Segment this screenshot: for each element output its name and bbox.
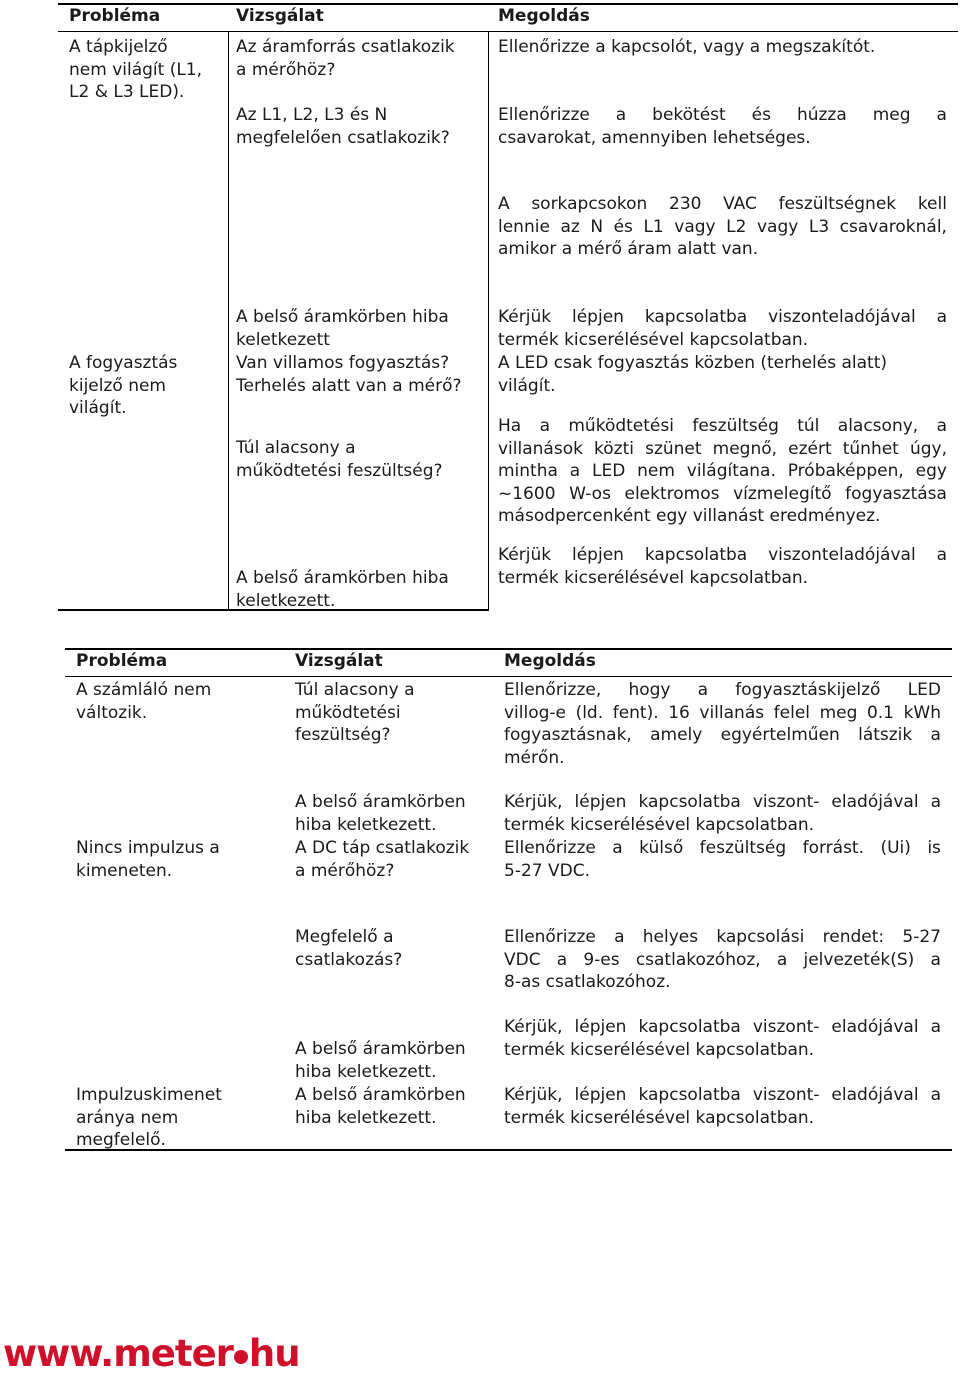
table2-header-rule: [65, 676, 952, 677]
table2-row1-solution-b: Kérjük, lépjen kapcsolatba viszont- eladójával a termék kicserélésével kapcsolatban.: [504, 792, 941, 835]
table2-row2-solution-a: Ellenőrizze a külső feszültség forrást. (Ui) is 5-27 VDC.: [504, 838, 941, 881]
table1-row2-check-a: Van villamos fogyasztás? Terhelés alatt van a mérő?: [236, 353, 462, 396]
table2-row2-check-b: Megfelelő a csatlakozás?: [295, 927, 403, 970]
table2-row2-check-c: A belső áramkörben hiba keletkezett.: [295, 1039, 466, 1082]
table1-row1-check-b: Az L1, L2, L3 és N megfelelően csatlakozik?: [236, 105, 450, 148]
table2-row1-problem: A számláló nem változik.: [76, 680, 212, 723]
table1-col-divider: [488, 31, 489, 611]
table2-row3-check-a: A belső áramkörben hiba keletkezett.: [295, 1085, 466, 1128]
table2-row2-solution-b: Ellenőrizze a helyes kapcsolási rendet: 5-27 VDC a 9-es csatlakozóhoz, a jelvezeték(S) a 8-as csatlakozóhoz.: [504, 927, 941, 992]
logo-dot-icon: [234, 1350, 248, 1364]
table1-row1-check-c: A belső áramkörben hiba keletkezett: [236, 307, 449, 350]
table1-header-rule: [58, 31, 958, 32]
table2-row3-solution-a: Kérjük, lépjen kapcsolatba viszont- eladójával a termék kicserélésével kapcsolatban.: [504, 1085, 941, 1128]
table1-row2-solution-b: Ha a működtetési feszültség túl alacsony, a villanások közti szünet megnő, ezért tűnhet úgy, mintha a LED nem világítana. Próbaképpen, egy ~1600 W-os elektromos vízmelegítő fogyasztása másodpercenként egy villanást eredményez.: [498, 416, 947, 526]
table1-row1-check-a: Az áramforrás csatlakozik a mérőhöz?: [236, 37, 455, 80]
table1-row2-problem: A fogyasztás kijelző nem világít.: [69, 353, 178, 418]
table1-row2-check-b: Túl alacsony a működtetési feszültség?: [236, 438, 443, 481]
table1-row2-solution-a: A LED csak fogyasztás közben (terhelés alatt) világít.: [498, 353, 888, 396]
logo-text-post: hu: [248, 1332, 300, 1375]
table1-header-solution: Megoldás: [498, 6, 590, 26]
table2-row2-problem: Nincs impulzus a kimeneten.: [76, 838, 220, 881]
table1-header-check: Vizsgálat: [236, 6, 324, 26]
table1-row1-problem: A tápkijelző nem világít (L1, L2 & L3 LED).: [69, 37, 203, 102]
table2-row1-solution-a: Ellenőrizze, hogy a fogyasztáskijelző LED villog-e (ld. fent). 16 villanás felel meg 0.1 kWh fogyasztásnak, amely egyértelműen látszik a mérőn.: [504, 680, 941, 768]
table2-header-problem: Probléma: [76, 651, 168, 671]
table1-header-problem: Probléma: [69, 6, 161, 26]
table2-row1-check-b: A belső áramkörben hiba keletkezett.: [295, 792, 466, 835]
table2-row1-check-a: Túl alacsony a működtetési feszültség?: [295, 680, 415, 745]
table2-header-solution: Megoldás: [504, 651, 596, 671]
meter-hu-logo[interactable]: [3, 1332, 300, 1376]
table1-row1-solution-c: A sorkapcsokon 230 VAC feszültségnek kell lennie az N és L1 vagy L2 vagy L3 csavaroknál, amikor a mérő áram alatt van.: [498, 194, 947, 259]
table1-row2-check-c: A belső áramkörben hiba keletkezett.: [236, 568, 449, 611]
table1-row1-solution-d: Kérjük lépjen kapcsolatba viszonteladójával a termék kicserélésével kapcsolatban.: [498, 307, 947, 350]
table2-row2-solution-c: Kérjük, lépjen kapcsolatba viszont- eladójával a termék kicserélésével kapcsolatban.: [504, 1017, 941, 1060]
table2-header-check: Vizsgálat: [295, 651, 383, 671]
table1-row2-solution-c: Kérjük lépjen kapcsolatba viszonteladójával a termék kicserélésével kapcsolatban.: [498, 545, 947, 588]
table2-row3-problem: Impulzuskimenet aránya nem megfelelő.: [76, 1085, 222, 1150]
table1-row1-solution-b: Ellenőrizze a bekötést és húzza meg a csavarokat, amennyiben lehetséges.: [498, 105, 947, 148]
table2-row2-check-a: A DC táp csatlakozik a mérőhöz?: [295, 838, 470, 881]
logo-text-pre: www.meter: [3, 1332, 233, 1375]
table1-row1-solution-a: Ellenőrizze a kapcsolót, vagy a megszakítót.: [498, 37, 876, 57]
table1-col-divider: [228, 31, 229, 611]
